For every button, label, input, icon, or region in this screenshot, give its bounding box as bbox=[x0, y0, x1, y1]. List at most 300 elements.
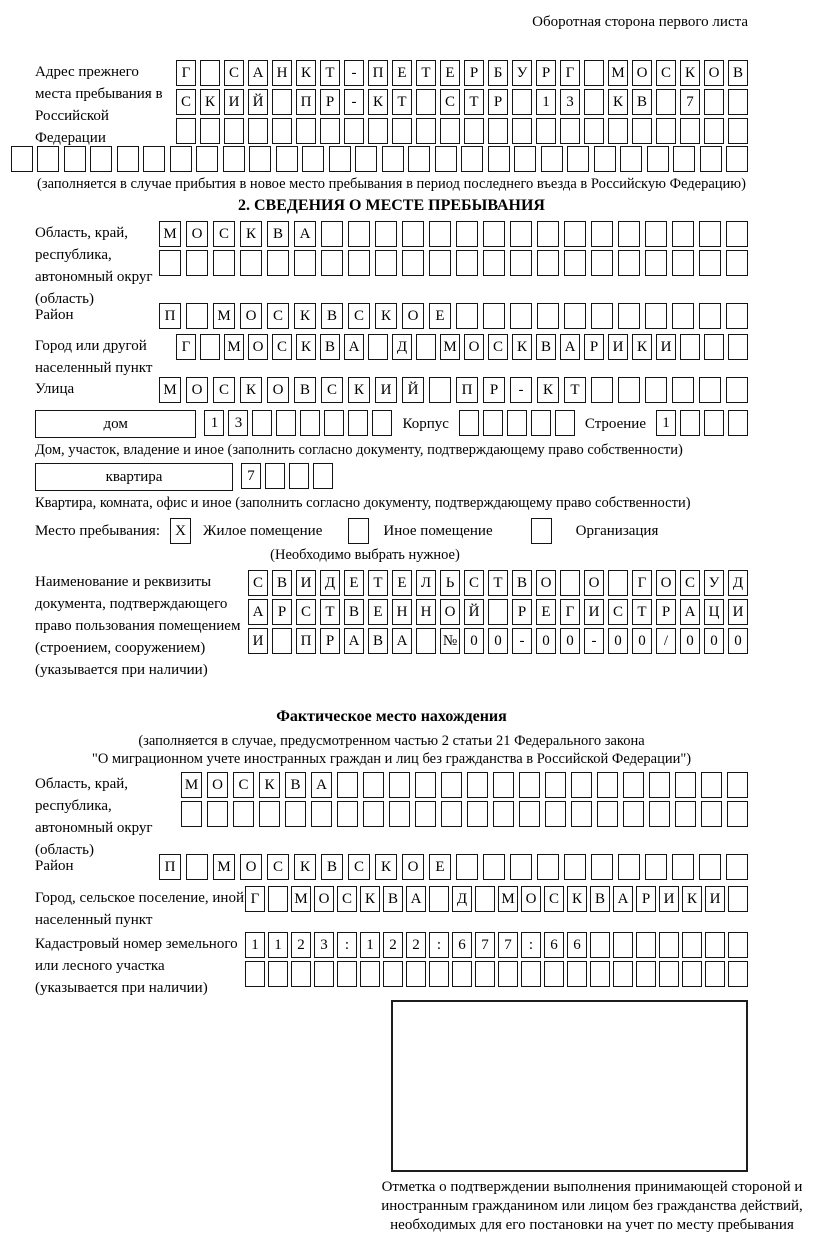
char-box[interactable]: 7 bbox=[241, 463, 261, 489]
char-box[interactable] bbox=[647, 146, 669, 172]
char-box[interactable]: С bbox=[272, 334, 292, 360]
char-box[interactable] bbox=[680, 118, 700, 144]
char-box[interactable]: Н bbox=[416, 599, 436, 625]
char-box[interactable]: Р bbox=[488, 89, 508, 115]
char-box[interactable]: 0 bbox=[704, 628, 724, 654]
char-box[interactable]: Т bbox=[632, 599, 652, 625]
char-box[interactable] bbox=[416, 118, 436, 144]
char-box[interactable]: У bbox=[704, 570, 724, 596]
char-box[interactable] bbox=[704, 118, 724, 144]
char-box[interactable]: А bbox=[406, 886, 426, 912]
char-box[interactable] bbox=[207, 801, 228, 827]
char-box[interactable] bbox=[659, 961, 679, 987]
char-box[interactable] bbox=[623, 801, 644, 827]
char-box[interactable] bbox=[248, 118, 268, 144]
char-box[interactable]: О bbox=[440, 599, 460, 625]
char-box[interactable] bbox=[186, 854, 208, 880]
char-box[interactable]: К bbox=[608, 89, 628, 115]
char-box[interactable] bbox=[682, 961, 702, 987]
char-box[interactable]: Л bbox=[416, 570, 436, 596]
char-box[interactable] bbox=[571, 772, 592, 798]
char-box[interactable] bbox=[699, 303, 721, 329]
char-box[interactable] bbox=[726, 377, 748, 403]
char-box[interactable] bbox=[249, 146, 271, 172]
char-box[interactable]: Т bbox=[488, 570, 508, 596]
char-box[interactable] bbox=[682, 932, 702, 958]
char-box[interactable]: Р bbox=[272, 599, 292, 625]
char-box[interactable]: К bbox=[348, 377, 370, 403]
char-box[interactable]: К bbox=[200, 89, 220, 115]
char-box[interactable] bbox=[272, 89, 292, 115]
char-box[interactable]: Р bbox=[320, 628, 340, 654]
char-box[interactable]: О bbox=[186, 377, 208, 403]
char-box[interactable]: К bbox=[296, 334, 316, 360]
char-box[interactable] bbox=[584, 60, 604, 86]
char-box[interactable]: К bbox=[537, 377, 559, 403]
char-box[interactable] bbox=[272, 628, 292, 654]
house-type-field[interactable]: дом bbox=[35, 410, 196, 438]
char-box[interactable]: 1 bbox=[656, 410, 676, 436]
char-box[interactable] bbox=[265, 463, 285, 489]
char-box[interactable]: : bbox=[521, 932, 541, 958]
char-box[interactable]: - bbox=[344, 60, 364, 86]
char-box[interactable]: П bbox=[368, 60, 388, 86]
char-box[interactable]: В bbox=[272, 570, 292, 596]
char-box[interactable] bbox=[705, 932, 725, 958]
char-box[interactable] bbox=[537, 221, 559, 247]
char-box[interactable]: 3 bbox=[560, 89, 580, 115]
char-box[interactable]: С bbox=[267, 303, 289, 329]
char-box[interactable]: 1 bbox=[536, 89, 556, 115]
char-box[interactable] bbox=[591, 854, 613, 880]
char-box[interactable]: И bbox=[584, 599, 604, 625]
char-box[interactable] bbox=[311, 801, 332, 827]
char-box[interactable] bbox=[200, 334, 220, 360]
char-box[interactable]: Е bbox=[392, 60, 412, 86]
char-box[interactable]: П bbox=[296, 628, 316, 654]
char-box[interactable]: В bbox=[344, 599, 364, 625]
char-box[interactable]: Е bbox=[429, 303, 451, 329]
char-box[interactable] bbox=[200, 118, 220, 144]
char-box[interactable]: О bbox=[240, 303, 262, 329]
char-box[interactable] bbox=[344, 118, 364, 144]
char-box[interactable]: Г bbox=[245, 886, 265, 912]
char-box[interactable]: С bbox=[337, 886, 357, 912]
char-box[interactable] bbox=[645, 221, 667, 247]
char-box[interactable]: 7 bbox=[475, 932, 495, 958]
char-box[interactable] bbox=[143, 146, 165, 172]
char-box[interactable] bbox=[372, 410, 392, 436]
char-box[interactable] bbox=[564, 250, 586, 276]
char-box[interactable] bbox=[728, 89, 748, 115]
char-box[interactable] bbox=[594, 146, 616, 172]
char-box[interactable] bbox=[699, 377, 721, 403]
char-box[interactable] bbox=[429, 250, 451, 276]
char-box[interactable] bbox=[728, 961, 748, 987]
char-box[interactable]: И bbox=[728, 599, 748, 625]
char-box[interactable]: У bbox=[512, 60, 532, 86]
char-box[interactable]: П bbox=[159, 303, 181, 329]
char-box[interactable] bbox=[488, 118, 508, 144]
char-box[interactable] bbox=[545, 772, 566, 798]
char-box[interactable]: 0 bbox=[488, 628, 508, 654]
char-box[interactable] bbox=[313, 463, 333, 489]
char-box[interactable]: К bbox=[259, 772, 280, 798]
char-box[interactable] bbox=[11, 146, 33, 172]
char-box[interactable] bbox=[240, 250, 262, 276]
char-box[interactable]: В bbox=[321, 854, 343, 880]
char-box[interactable]: Р bbox=[512, 599, 532, 625]
char-box[interactable] bbox=[672, 250, 694, 276]
char-box[interactable]: 7 bbox=[498, 932, 518, 958]
char-box[interactable] bbox=[699, 250, 721, 276]
char-box[interactable]: А bbox=[344, 628, 364, 654]
char-box[interactable]: А bbox=[248, 599, 268, 625]
char-box[interactable] bbox=[314, 961, 334, 987]
char-box[interactable] bbox=[483, 410, 503, 436]
char-box[interactable] bbox=[363, 801, 384, 827]
char-box[interactable] bbox=[272, 118, 292, 144]
char-box[interactable]: К bbox=[360, 886, 380, 912]
char-box[interactable]: М bbox=[498, 886, 518, 912]
char-box[interactable]: П bbox=[456, 377, 478, 403]
char-box[interactable] bbox=[656, 118, 676, 144]
char-box[interactable] bbox=[267, 250, 289, 276]
char-box[interactable] bbox=[608, 570, 628, 596]
char-box[interactable]: 6 bbox=[452, 932, 472, 958]
char-box[interactable]: Т bbox=[392, 89, 412, 115]
char-box[interactable]: 0 bbox=[728, 628, 748, 654]
char-box[interactable] bbox=[510, 854, 532, 880]
char-box[interactable]: В bbox=[590, 886, 610, 912]
char-box[interactable]: Е bbox=[368, 599, 388, 625]
char-box[interactable]: К bbox=[368, 89, 388, 115]
char-box[interactable] bbox=[521, 961, 541, 987]
char-box[interactable] bbox=[519, 772, 540, 798]
char-box[interactable]: Т bbox=[416, 60, 436, 86]
char-box[interactable]: С bbox=[321, 377, 343, 403]
char-box[interactable]: А bbox=[294, 221, 316, 247]
char-box[interactable]: 2 bbox=[291, 932, 311, 958]
char-box[interactable] bbox=[620, 146, 642, 172]
char-box[interactable]: С bbox=[440, 89, 460, 115]
char-box[interactable]: Р bbox=[536, 60, 556, 86]
char-box[interactable] bbox=[704, 410, 724, 436]
char-box[interactable] bbox=[728, 932, 748, 958]
char-box[interactable] bbox=[456, 303, 478, 329]
char-box[interactable] bbox=[429, 961, 449, 987]
char-box[interactable] bbox=[597, 772, 618, 798]
char-box[interactable] bbox=[375, 221, 397, 247]
char-box[interactable]: - bbox=[510, 377, 532, 403]
char-box[interactable]: Е bbox=[392, 570, 412, 596]
char-box[interactable] bbox=[429, 886, 449, 912]
char-box[interactable] bbox=[544, 961, 564, 987]
char-box[interactable] bbox=[276, 410, 296, 436]
char-box[interactable]: И bbox=[656, 334, 676, 360]
char-box[interactable]: Г bbox=[632, 570, 652, 596]
char-box[interactable] bbox=[291, 961, 311, 987]
char-box[interactable]: К bbox=[294, 303, 316, 329]
char-box[interactable] bbox=[728, 886, 748, 912]
char-box[interactable] bbox=[360, 961, 380, 987]
char-box[interactable]: Д bbox=[728, 570, 748, 596]
char-box[interactable]: К bbox=[240, 221, 262, 247]
char-box[interactable]: № bbox=[440, 628, 460, 654]
char-box[interactable] bbox=[636, 932, 656, 958]
char-box[interactable]: Е bbox=[344, 570, 364, 596]
char-box[interactable] bbox=[324, 410, 344, 436]
char-box[interactable] bbox=[483, 303, 505, 329]
char-box[interactable]: Н bbox=[392, 599, 412, 625]
char-box[interactable]: К bbox=[296, 60, 316, 86]
char-box[interactable] bbox=[656, 89, 676, 115]
char-box[interactable]: М bbox=[181, 772, 202, 798]
char-box[interactable]: 3 bbox=[228, 410, 248, 436]
char-box[interactable] bbox=[415, 772, 436, 798]
char-box[interactable]: В bbox=[728, 60, 748, 86]
char-box[interactable] bbox=[329, 146, 351, 172]
char-box[interactable] bbox=[560, 118, 580, 144]
char-box[interactable] bbox=[233, 801, 254, 827]
char-box[interactable] bbox=[727, 772, 748, 798]
char-box[interactable] bbox=[252, 410, 272, 436]
char-box[interactable]: 0 bbox=[632, 628, 652, 654]
char-box[interactable]: Й bbox=[464, 599, 484, 625]
char-box[interactable] bbox=[170, 146, 192, 172]
char-box[interactable]: А bbox=[392, 628, 412, 654]
char-box[interactable]: 3 bbox=[314, 932, 334, 958]
char-box[interactable]: Д bbox=[452, 886, 472, 912]
char-box[interactable] bbox=[608, 118, 628, 144]
char-box[interactable] bbox=[440, 118, 460, 144]
char-box[interactable]: К bbox=[512, 334, 532, 360]
char-box[interactable] bbox=[564, 303, 586, 329]
char-box[interactable] bbox=[402, 221, 424, 247]
char-box[interactable] bbox=[726, 146, 748, 172]
char-box[interactable]: П bbox=[159, 854, 181, 880]
char-box[interactable] bbox=[337, 801, 358, 827]
char-box[interactable]: И bbox=[296, 570, 316, 596]
char-box[interactable] bbox=[488, 599, 508, 625]
char-box[interactable]: И bbox=[375, 377, 397, 403]
char-box[interactable] bbox=[382, 146, 404, 172]
char-box[interactable] bbox=[567, 146, 589, 172]
char-box[interactable]: А bbox=[613, 886, 633, 912]
char-box[interactable]: 1 bbox=[360, 932, 380, 958]
char-box[interactable] bbox=[320, 118, 340, 144]
char-box[interactable] bbox=[321, 250, 343, 276]
char-box[interactable] bbox=[632, 118, 652, 144]
char-box[interactable] bbox=[649, 772, 670, 798]
char-box[interactable]: О bbox=[464, 334, 484, 360]
char-box[interactable]: 0 bbox=[608, 628, 628, 654]
char-box[interactable] bbox=[475, 886, 495, 912]
char-box[interactable]: 7 bbox=[680, 89, 700, 115]
char-box[interactable]: О bbox=[267, 377, 289, 403]
char-box[interactable]: 1 bbox=[268, 932, 288, 958]
char-box[interactable]: О bbox=[402, 854, 424, 880]
char-box[interactable]: М bbox=[213, 854, 235, 880]
char-box[interactable] bbox=[406, 961, 426, 987]
char-box[interactable] bbox=[493, 801, 514, 827]
char-box[interactable]: С bbox=[267, 854, 289, 880]
char-box[interactable] bbox=[467, 772, 488, 798]
char-box[interactable] bbox=[514, 146, 536, 172]
char-box[interactable]: С bbox=[176, 89, 196, 115]
char-box[interactable]: 2 bbox=[383, 932, 403, 958]
char-box[interactable] bbox=[618, 377, 640, 403]
char-box[interactable]: В bbox=[383, 886, 403, 912]
char-box[interactable] bbox=[704, 89, 724, 115]
char-box[interactable] bbox=[268, 886, 288, 912]
char-box[interactable] bbox=[699, 854, 721, 880]
char-box[interactable]: О bbox=[584, 570, 604, 596]
char-box[interactable] bbox=[613, 932, 633, 958]
char-box[interactable] bbox=[705, 961, 725, 987]
char-box[interactable] bbox=[537, 303, 559, 329]
char-box[interactable]: Р bbox=[464, 60, 484, 86]
char-box[interactable]: М bbox=[213, 303, 235, 329]
char-box[interactable] bbox=[196, 146, 218, 172]
char-box[interactable]: С bbox=[348, 854, 370, 880]
char-box[interactable] bbox=[510, 221, 532, 247]
char-box[interactable] bbox=[590, 961, 610, 987]
char-box[interactable] bbox=[701, 801, 722, 827]
char-box[interactable] bbox=[564, 854, 586, 880]
checkbox-organization[interactable] bbox=[531, 518, 552, 544]
char-box[interactable] bbox=[363, 772, 384, 798]
char-box[interactable] bbox=[475, 961, 495, 987]
char-box[interactable] bbox=[200, 60, 220, 86]
char-box[interactable] bbox=[348, 410, 368, 436]
char-box[interactable] bbox=[90, 146, 112, 172]
char-box[interactable]: К bbox=[294, 854, 316, 880]
char-box[interactable] bbox=[623, 772, 644, 798]
char-box[interactable]: С bbox=[213, 377, 235, 403]
char-box[interactable]: Р bbox=[483, 377, 505, 403]
char-box[interactable] bbox=[537, 854, 559, 880]
char-box[interactable] bbox=[618, 250, 640, 276]
char-box[interactable]: К bbox=[680, 60, 700, 86]
char-box[interactable] bbox=[537, 250, 559, 276]
char-box[interactable]: С bbox=[233, 772, 254, 798]
char-box[interactable]: К bbox=[375, 854, 397, 880]
char-box[interactable]: - bbox=[512, 628, 532, 654]
char-box[interactable] bbox=[300, 410, 320, 436]
char-box[interactable]: А bbox=[560, 334, 580, 360]
char-box[interactable]: В bbox=[285, 772, 306, 798]
char-box[interactable]: - bbox=[344, 89, 364, 115]
checkbox-residential[interactable]: X bbox=[170, 518, 191, 544]
char-box[interactable] bbox=[545, 801, 566, 827]
char-box[interactable]: М bbox=[608, 60, 628, 86]
char-box[interactable] bbox=[584, 89, 604, 115]
char-box[interactable] bbox=[590, 932, 610, 958]
char-box[interactable] bbox=[512, 89, 532, 115]
char-box[interactable]: М bbox=[159, 377, 181, 403]
char-box[interactable]: Т bbox=[320, 599, 340, 625]
char-box[interactable] bbox=[389, 801, 410, 827]
char-box[interactable] bbox=[389, 772, 410, 798]
char-box[interactable]: М bbox=[440, 334, 460, 360]
char-box[interactable] bbox=[441, 801, 462, 827]
char-box[interactable] bbox=[392, 118, 412, 144]
char-box[interactable] bbox=[429, 221, 451, 247]
char-box[interactable]: О bbox=[656, 570, 676, 596]
char-box[interactable] bbox=[464, 118, 484, 144]
char-box[interactable] bbox=[726, 221, 748, 247]
char-box[interactable] bbox=[213, 250, 235, 276]
char-box[interactable] bbox=[675, 801, 696, 827]
char-box[interactable] bbox=[461, 146, 483, 172]
char-box[interactable]: М bbox=[291, 886, 311, 912]
char-box[interactable] bbox=[296, 118, 316, 144]
char-box[interactable] bbox=[649, 801, 670, 827]
char-box[interactable] bbox=[383, 961, 403, 987]
char-box[interactable] bbox=[402, 250, 424, 276]
char-box[interactable] bbox=[435, 146, 457, 172]
char-box[interactable]: О bbox=[207, 772, 228, 798]
char-box[interactable] bbox=[591, 377, 613, 403]
char-box[interactable]: М bbox=[159, 221, 181, 247]
char-box[interactable]: С bbox=[608, 599, 628, 625]
char-box[interactable]: С bbox=[248, 570, 268, 596]
char-box[interactable]: 6 bbox=[544, 932, 564, 958]
char-box[interactable] bbox=[416, 628, 436, 654]
char-box[interactable]: О bbox=[240, 854, 262, 880]
char-box[interactable] bbox=[571, 801, 592, 827]
char-box[interactable] bbox=[416, 334, 436, 360]
char-box[interactable] bbox=[441, 772, 462, 798]
char-box[interactable] bbox=[675, 772, 696, 798]
char-box[interactable] bbox=[429, 377, 451, 403]
char-box[interactable]: О bbox=[536, 570, 556, 596]
char-box[interactable]: О bbox=[521, 886, 541, 912]
char-box[interactable]: В bbox=[267, 221, 289, 247]
char-box[interactable]: И bbox=[705, 886, 725, 912]
char-box[interactable] bbox=[510, 250, 532, 276]
char-box[interactable] bbox=[613, 961, 633, 987]
char-box[interactable] bbox=[223, 146, 245, 172]
char-box[interactable]: 0 bbox=[680, 628, 700, 654]
char-box[interactable]: В bbox=[321, 303, 343, 329]
char-box[interactable] bbox=[597, 801, 618, 827]
char-box[interactable]: Н bbox=[272, 60, 292, 86]
char-box[interactable]: И bbox=[608, 334, 628, 360]
char-box[interactable] bbox=[452, 961, 472, 987]
char-box[interactable]: Й bbox=[248, 89, 268, 115]
char-box[interactable] bbox=[37, 146, 59, 172]
char-box[interactable]: О bbox=[704, 60, 724, 86]
char-box[interactable] bbox=[680, 410, 700, 436]
char-box[interactable] bbox=[555, 410, 575, 436]
char-box[interactable]: О bbox=[314, 886, 334, 912]
char-box[interactable] bbox=[348, 250, 370, 276]
char-box[interactable] bbox=[294, 250, 316, 276]
char-box[interactable]: С bbox=[680, 570, 700, 596]
char-box[interactable] bbox=[584, 118, 604, 144]
char-box[interactable] bbox=[186, 303, 208, 329]
char-box[interactable] bbox=[726, 854, 748, 880]
char-box[interactable]: И bbox=[659, 886, 679, 912]
char-box[interactable]: 6 bbox=[567, 932, 587, 958]
char-box[interactable]: Г bbox=[176, 334, 196, 360]
char-box[interactable]: В bbox=[536, 334, 556, 360]
char-box[interactable] bbox=[672, 221, 694, 247]
char-box[interactable] bbox=[591, 221, 613, 247]
char-box[interactable] bbox=[672, 854, 694, 880]
